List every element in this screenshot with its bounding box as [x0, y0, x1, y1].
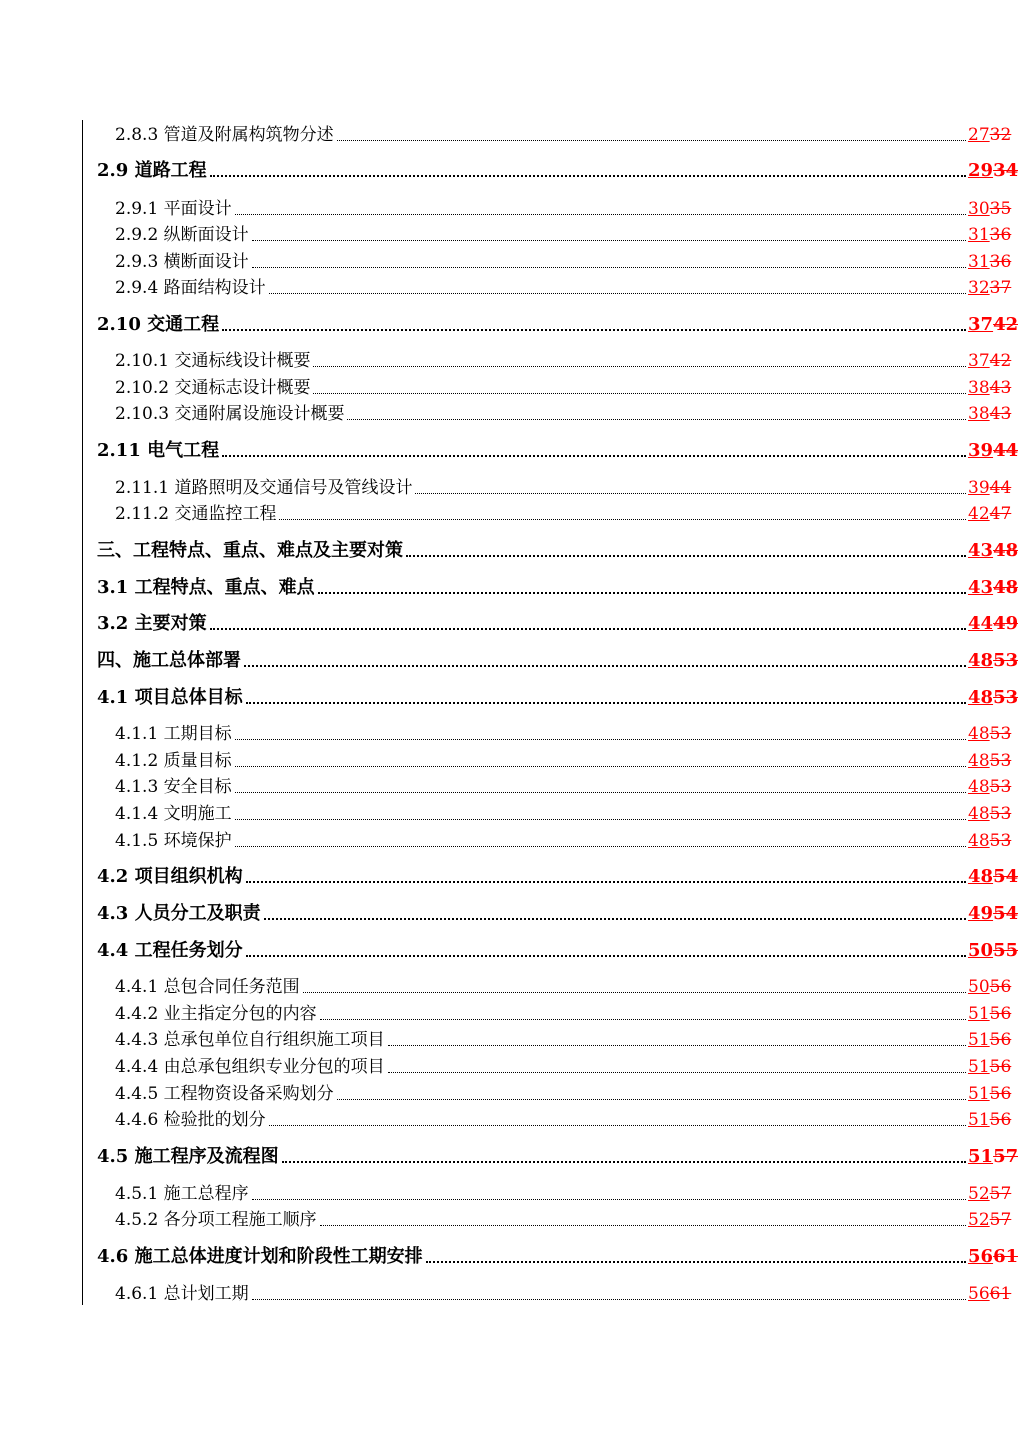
- dot-leader: [406, 555, 966, 557]
- page-old: 49: [993, 613, 1018, 634]
- toc-title: 4.5.1 施工总程序: [115, 1184, 249, 1204]
- toc-entry[interactable]: [0, 273, 1012, 299]
- toc-title: 2.9.2 纵断面设计: [115, 225, 249, 245]
- page-new: 39: [968, 478, 990, 498]
- dot-leader: [246, 955, 966, 957]
- page-old: 53: [989, 724, 1012, 744]
- dot-leader: [222, 329, 966, 331]
- page-number: [968, 124, 1012, 146]
- page-number: [968, 1209, 1012, 1231]
- toc-entry[interactable]: [0, 1052, 1012, 1078]
- page-old: 37: [989, 278, 1012, 298]
- dot-leader: [269, 293, 966, 294]
- page-old: 56: [989, 1057, 1012, 1077]
- toc-entry[interactable]: [0, 573, 1018, 599]
- page-new: 38: [968, 378, 990, 398]
- page-old: 61: [989, 1284, 1012, 1304]
- dot-leader: [337, 1099, 966, 1100]
- dot-leader: [282, 1161, 966, 1163]
- page-new: 42: [968, 504, 990, 524]
- toc-entry[interactable]: [0, 746, 1012, 772]
- page-old: 47: [989, 504, 1012, 524]
- toc-title: 四、施工总体部署: [97, 650, 241, 671]
- page-new: 48: [968, 724, 990, 744]
- page-old: 53: [993, 650, 1018, 671]
- page-number: [968, 277, 1012, 299]
- dot-leader: [252, 1199, 966, 1200]
- toc-title: 2.9.4 路面结构设计: [115, 278, 266, 298]
- page-number: [968, 687, 1018, 709]
- dot-leader: [303, 992, 966, 993]
- toc-title: 4.1.4 文明施工: [115, 804, 232, 824]
- page-new: 51: [968, 1110, 990, 1130]
- page-new: 32: [968, 278, 990, 298]
- dot-leader: [235, 214, 966, 215]
- toc-title: 2.10.3 交通附属设施设计概要: [115, 404, 345, 424]
- page-old: 57: [989, 1210, 1012, 1230]
- toc-title: 4.4.4 由总承包组织专业分包的项目: [115, 1057, 385, 1077]
- toc-entry[interactable]: [0, 1279, 1012, 1305]
- toc-entry[interactable]: [0, 646, 1018, 672]
- page-new: 43: [968, 540, 994, 561]
- toc-entry[interactable]: [0, 1179, 1012, 1205]
- page-old: 61: [993, 1246, 1018, 1267]
- toc-title: 2.10 交通工程: [97, 314, 220, 335]
- toc-entry[interactable]: [0, 220, 1012, 246]
- toc-title: 4.5 施工程序及流程图: [97, 1146, 279, 1167]
- dot-leader: [252, 1299, 966, 1300]
- toc-entry[interactable]: [0, 772, 1012, 798]
- dot-leader: [415, 493, 966, 494]
- dot-leader: [313, 393, 966, 394]
- dot-leader: [235, 819, 966, 820]
- toc-entry[interactable]: [0, 609, 1018, 635]
- dot-leader: [388, 1045, 966, 1046]
- page-number: [968, 540, 1018, 562]
- dot-leader: [210, 628, 966, 630]
- page-old: 44: [989, 478, 1012, 498]
- dot-leader: [337, 140, 966, 141]
- toc-title: 4.1 项目总体目标: [97, 687, 243, 708]
- page-number: [968, 577, 1018, 599]
- page-number: [968, 866, 1018, 888]
- page-old: 42: [993, 314, 1018, 335]
- page-new: 56: [968, 1284, 990, 1304]
- toc-entry[interactable]: [0, 999, 1012, 1025]
- page-number: [968, 1109, 1012, 1131]
- toc-title: 4.6.1 总计划工期: [115, 1284, 249, 1304]
- page-new: 51: [968, 1030, 990, 1050]
- page-number: [968, 440, 1018, 462]
- dot-leader: [347, 419, 966, 420]
- dot-leader: [252, 240, 966, 241]
- toc-entry[interactable]: [0, 683, 1018, 709]
- page-number: [968, 1283, 1012, 1305]
- page-new: 30: [968, 199, 990, 219]
- page-number: [968, 477, 1012, 499]
- page-number: [968, 803, 1012, 825]
- toc-entry[interactable]: [0, 936, 1018, 962]
- page-old: 36: [989, 252, 1012, 272]
- toc-title: 2.9 道路工程: [97, 160, 207, 181]
- toc-title: 3.2 主要对策: [97, 613, 207, 634]
- page-new: 39: [968, 440, 994, 461]
- toc-entry[interactable]: [0, 399, 1012, 425]
- page-old: 34: [993, 160, 1018, 181]
- toc-title: 2.9.1 平面设计: [115, 199, 232, 219]
- page-old: 43: [989, 404, 1012, 424]
- page-old: 42: [989, 351, 1012, 371]
- toc-entry[interactable]: [0, 862, 1018, 888]
- toc-title: 3.1 工程特点、重点、难点: [97, 577, 315, 598]
- page-new: 51: [968, 1057, 990, 1077]
- page-old: 53: [989, 804, 1012, 824]
- page-new: 50: [968, 940, 994, 961]
- toc-entry[interactable]: [0, 247, 1012, 273]
- toc-title: 4.2 项目组织机构: [97, 866, 243, 887]
- page-new: 48: [968, 866, 994, 887]
- toc-entry[interactable]: [0, 1079, 1012, 1105]
- dot-leader: [269, 1125, 966, 1126]
- toc-entry[interactable]: [0, 346, 1012, 372]
- page-old: 54: [993, 903, 1018, 924]
- page-old: 56: [989, 1004, 1012, 1024]
- page-number: [968, 903, 1018, 925]
- page-number: [968, 1146, 1018, 1168]
- toc-entry[interactable]: [0, 1142, 1018, 1168]
- toc-title: 4.4.3 总承包单位自行组织施工项目: [115, 1030, 385, 1050]
- dot-leader: [313, 366, 966, 367]
- toc-entry[interactable]: [0, 436, 1018, 462]
- toc-title: 4.1.5 环境保护: [115, 831, 232, 851]
- page-old: 56: [989, 977, 1012, 997]
- page-new: 52: [968, 1184, 990, 1204]
- page-new: 48: [968, 804, 990, 824]
- toc-title: 4.1.3 安全目标: [115, 777, 232, 797]
- dot-leader: [235, 792, 966, 793]
- toc-title: 4.1.1 工期目标: [115, 724, 232, 744]
- toc-title: 2.11 电气工程: [97, 440, 220, 461]
- page-old: 32: [989, 125, 1012, 145]
- page-number: [968, 1029, 1012, 1051]
- page-new: 48: [968, 777, 990, 797]
- page-number: [968, 1183, 1012, 1205]
- dot-leader: [426, 1261, 966, 1263]
- page-new: 51: [968, 1084, 990, 1104]
- page-new: 49: [968, 903, 994, 924]
- page-number: [968, 503, 1012, 525]
- page-old: 57: [993, 1146, 1018, 1167]
- dot-leader: [246, 881, 966, 883]
- toc-title: 2.10.1 交通标线设计概要: [115, 351, 311, 371]
- page-number: [968, 403, 1012, 425]
- toc-title: 2.11.1 道路照明及交通信号及管线设计: [115, 478, 413, 498]
- toc-entry[interactable]: [0, 156, 1018, 182]
- toc-entry[interactable]: [0, 1242, 1018, 1268]
- page-new: 27: [968, 125, 990, 145]
- page-old: 35: [989, 199, 1012, 219]
- dot-leader: [279, 519, 966, 520]
- dot-leader: [210, 175, 966, 177]
- toc-entry[interactable]: [0, 826, 1012, 852]
- page-new: 43: [968, 577, 994, 598]
- toc-entry[interactable]: [0, 373, 1012, 399]
- page-number: [968, 224, 1012, 246]
- toc-entry[interactable]: [0, 536, 1018, 562]
- toc-title: 4.1.2 质量目标: [115, 751, 232, 771]
- page-old: 53: [993, 687, 1018, 708]
- dot-leader: [235, 766, 966, 767]
- page-number: [968, 830, 1012, 852]
- dot-leader: [235, 739, 966, 740]
- page-new: 48: [968, 687, 994, 708]
- page-new: 52: [968, 1210, 990, 1230]
- page-new: 51: [968, 1146, 994, 1167]
- page-new: 51: [968, 1004, 990, 1024]
- page-new: 29: [968, 160, 994, 181]
- page-number: [968, 750, 1012, 772]
- page-number: [968, 940, 1018, 962]
- toc-title: 4.6 施工总体进度计划和阶段性工期安排: [97, 1246, 423, 1267]
- toc-entry[interactable]: [0, 1105, 1012, 1131]
- dot-leader: [320, 1225, 966, 1226]
- page-old: 55: [993, 940, 1018, 961]
- page-new: 48: [968, 650, 994, 671]
- page-number: [968, 314, 1018, 336]
- page-number: [968, 160, 1018, 182]
- page-new: 48: [968, 751, 990, 771]
- toc-entry[interactable]: [0, 120, 1012, 146]
- page-old: 53: [989, 751, 1012, 771]
- toc-entry[interactable]: [0, 194, 1012, 220]
- page-new: 56: [968, 1246, 994, 1267]
- dot-leader: [244, 665, 966, 667]
- page-number: [968, 377, 1012, 399]
- page-number: [968, 976, 1012, 998]
- page-old: 36: [989, 225, 1012, 245]
- toc-entry[interactable]: [0, 473, 1012, 499]
- page-new: 31: [968, 225, 990, 245]
- toc-entry[interactable]: [0, 972, 1012, 998]
- dot-leader: [320, 1019, 966, 1020]
- page-old: 56: [989, 1110, 1012, 1130]
- page-new: 31: [968, 252, 990, 272]
- page-number: [968, 1246, 1018, 1268]
- page-number: [968, 1056, 1012, 1078]
- dot-leader: [235, 846, 966, 847]
- toc-title: 4.4 工程任务划分: [97, 940, 243, 961]
- toc-entry[interactable]: [0, 1025, 1012, 1051]
- dot-leader: [246, 702, 966, 704]
- page-old: 57: [989, 1184, 1012, 1204]
- toc-title: 2.11.2 交通监控工程: [115, 504, 277, 524]
- page-old: 43: [989, 378, 1012, 398]
- toc-entry[interactable]: [0, 310, 1018, 336]
- page-number: [968, 776, 1012, 798]
- page-old: 53: [989, 831, 1012, 851]
- page-new: 37: [968, 314, 994, 335]
- dot-leader: [252, 267, 966, 268]
- dot-leader: [264, 918, 966, 920]
- toc-entry[interactable]: [0, 899, 1018, 925]
- page-old: 44: [993, 440, 1018, 461]
- page-number: [968, 1083, 1012, 1105]
- toc-title: 4.3 人员分工及职责: [97, 903, 261, 924]
- dot-leader: [388, 1072, 966, 1073]
- page-new: 37: [968, 351, 990, 371]
- toc-entry[interactable]: [0, 799, 1012, 825]
- page-number: [968, 613, 1018, 635]
- toc-title: 三、工程特点、重点、难点及主要对策: [97, 540, 403, 561]
- toc-title: 4.4.1 总包合同任务范围: [115, 977, 300, 997]
- page-number: [968, 1003, 1012, 1025]
- page-number: [968, 198, 1012, 220]
- dot-leader: [318, 592, 966, 594]
- page-old: 56: [989, 1084, 1012, 1104]
- page-number: [968, 350, 1012, 372]
- page-new: 48: [968, 831, 990, 851]
- toc-title: 4.4.2 业主指定分包的内容: [115, 1004, 317, 1024]
- toc-entry[interactable]: [0, 719, 1012, 745]
- page-new: 50: [968, 977, 990, 997]
- page-new: 44: [968, 613, 994, 634]
- dot-leader: [222, 455, 966, 457]
- toc-title: 4.4.5 工程物资设备采购划分: [115, 1084, 334, 1104]
- page-number: [968, 251, 1012, 273]
- toc-title: 2.10.2 交通标志设计概要: [115, 378, 311, 398]
- page-number: [968, 723, 1012, 745]
- toc-entry[interactable]: [0, 1205, 1012, 1231]
- page-old: 54: [993, 866, 1018, 887]
- toc-title: 4.5.2 各分项工程施工顺序: [115, 1210, 317, 1230]
- toc-entry[interactable]: [0, 499, 1012, 525]
- toc-title: 2.9.3 横断面设计: [115, 252, 249, 272]
- page-new: 38: [968, 404, 990, 424]
- page-old: 48: [993, 577, 1018, 598]
- page-number: [968, 650, 1018, 672]
- page-old: 48: [993, 540, 1018, 561]
- toc-title: 2.8.3 管道及附属构筑物分述: [115, 125, 334, 145]
- page-old: 56: [989, 1030, 1012, 1050]
- page-old: 53: [989, 777, 1012, 797]
- toc-title: 4.4.6 检验批的划分: [115, 1110, 266, 1130]
